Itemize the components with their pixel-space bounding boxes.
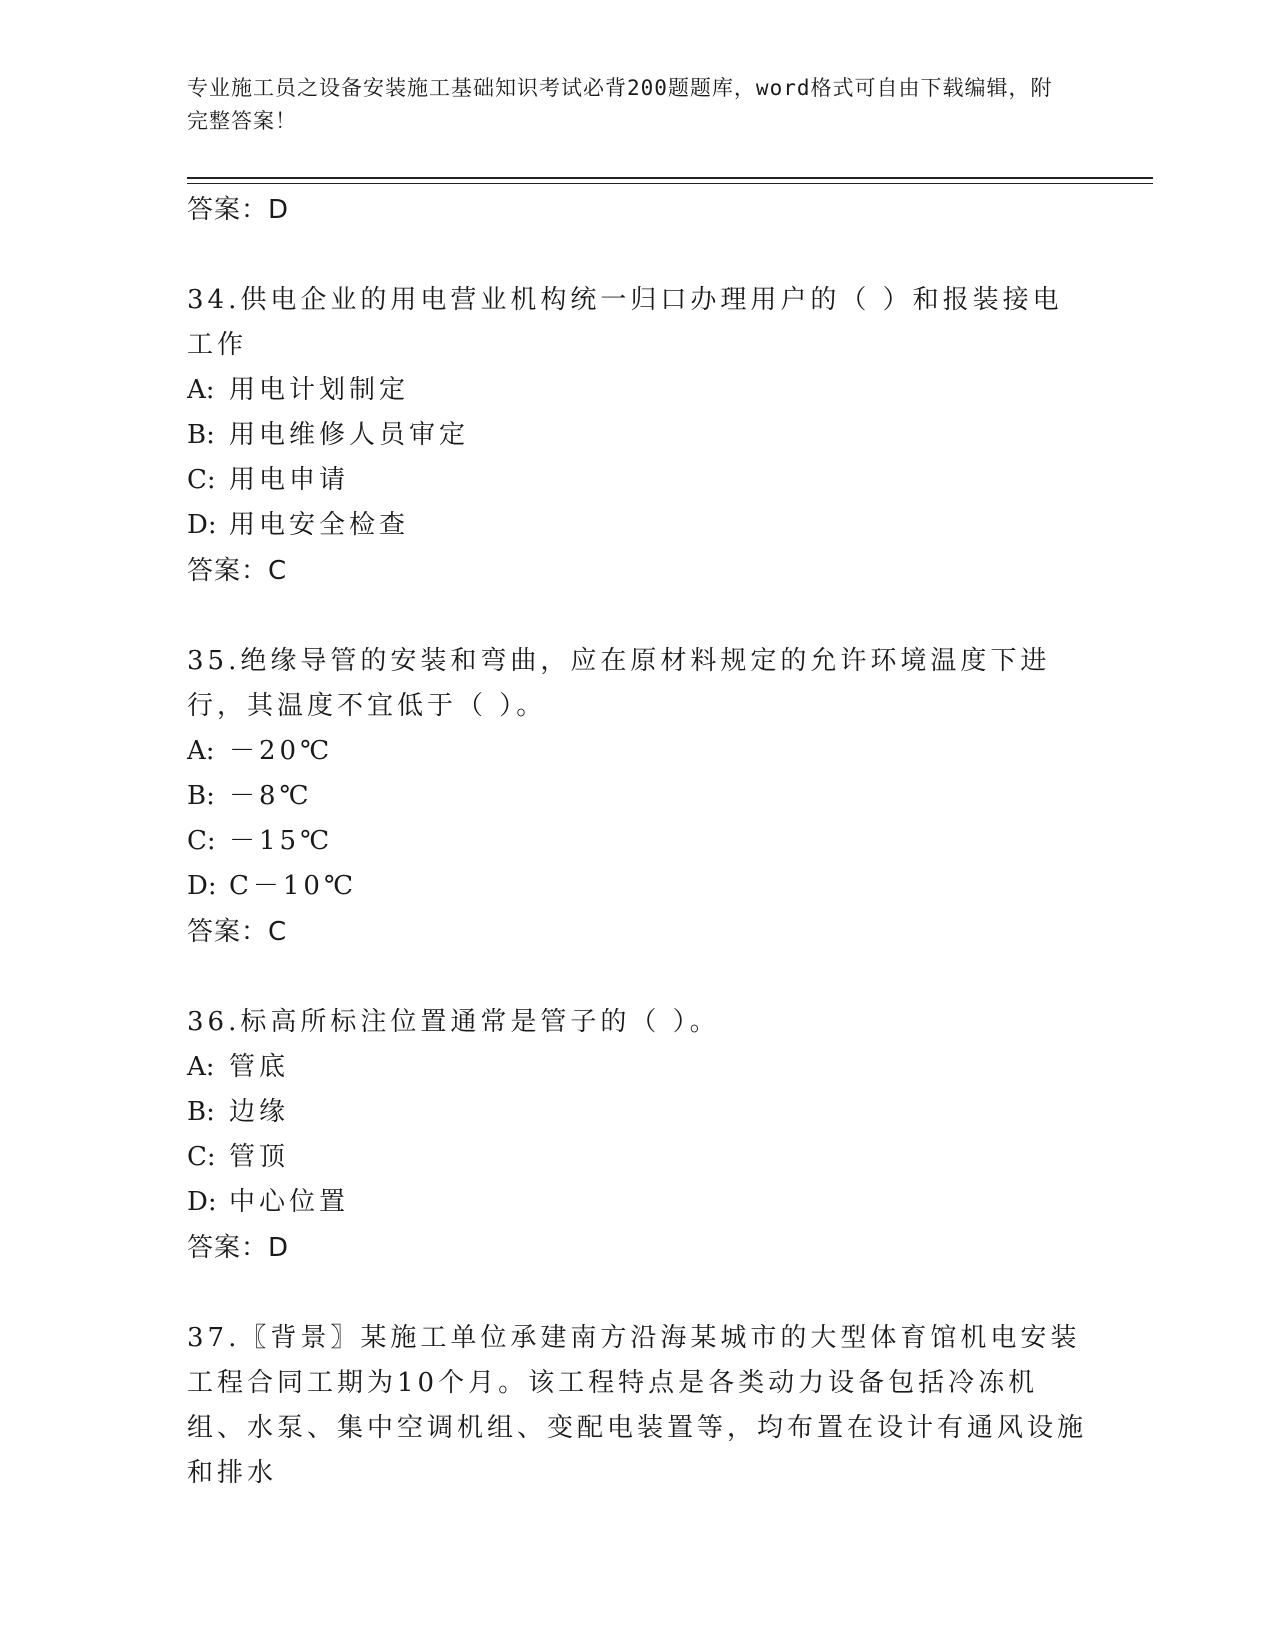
option-text: 管顶	[229, 1142, 290, 1172]
option-text: 用电安全检查	[229, 510, 410, 540]
question-36-option-d	[187, 1180, 1087, 1225]
option-text: 用电计划制定	[229, 375, 410, 405]
question-34-option-c	[187, 458, 1087, 503]
option-key: D:	[187, 1187, 217, 1217]
option-text: 管底	[229, 1052, 290, 1082]
question-35-answer: 答案：C	[187, 917, 288, 947]
question-35-option-c	[187, 819, 1087, 864]
option-key: A:	[187, 736, 215, 766]
question-35-option-a	[187, 729, 1087, 774]
option-key: D:	[187, 510, 217, 540]
option-text: 用电维修人员审定	[229, 420, 470, 450]
question-36-answer: 答案：D	[187, 1233, 290, 1263]
question-34-stem: 34.供电企业的用电营业机构统一归口办理用户的（ ）和报装接电工作	[187, 285, 1063, 360]
question-35-option-d	[187, 864, 1087, 909]
option-text: －8℃	[229, 781, 313, 811]
question-34-option-a	[187, 368, 1087, 413]
question-list	[187, 187, 1087, 1496]
option-key: C:	[187, 465, 216, 495]
answer-prev: 答案：D	[187, 195, 290, 225]
question-35-stem: 35.绝缘导管的安装和弯曲，应在原材料规定的允许环境温度下进行，其温度不宜低于（ ）。	[187, 646, 1051, 721]
question-34-option-b	[187, 413, 1087, 458]
option-key: B:	[187, 420, 215, 450]
option-text: －20℃	[229, 736, 334, 766]
option-text: 边缘	[229, 1097, 290, 1127]
question-35-option-b	[187, 774, 1087, 819]
option-text: 用电申请	[229, 465, 350, 495]
question-36-option-a	[187, 1045, 1087, 1090]
option-key: B:	[187, 1097, 215, 1127]
question-37-stem: 37.〖背景〗某施工单位承建南方沿海某城市的大型体育馆机电安装工程合同工期为10个月。该工程特点是各类动力设备包括冷冻机组、水泵、集中空调机组、变配电装置等，均布置在设计有通风设施和排水	[187, 1323, 1088, 1488]
question-34-answer: 答案：C	[187, 556, 288, 586]
option-key: A:	[187, 375, 215, 405]
option-key: C:	[187, 826, 216, 856]
option-text: 中心位置	[229, 1187, 350, 1217]
question-36-stem: 36.标高所标注位置通常是管子的（ ）。	[187, 1007, 720, 1037]
option-text: －15℃	[229, 826, 334, 856]
option-key: A:	[187, 1052, 215, 1082]
header-divider	[187, 177, 1153, 179]
question-36-option-b	[187, 1090, 1087, 1135]
question-34-option-d	[187, 503, 1087, 548]
option-key: C:	[187, 1142, 216, 1172]
option-text: C－10℃	[229, 871, 358, 901]
header-divider-thin	[187, 183, 1153, 184]
document-header: 专业施工员之设备安装施工基础知识考试必背200题题库，word格式可自由下载编辑，附完整答案！	[187, 76, 1053, 133]
option-key: B:	[187, 781, 215, 811]
question-36-option-c	[187, 1135, 1087, 1180]
option-key: D:	[187, 871, 217, 901]
